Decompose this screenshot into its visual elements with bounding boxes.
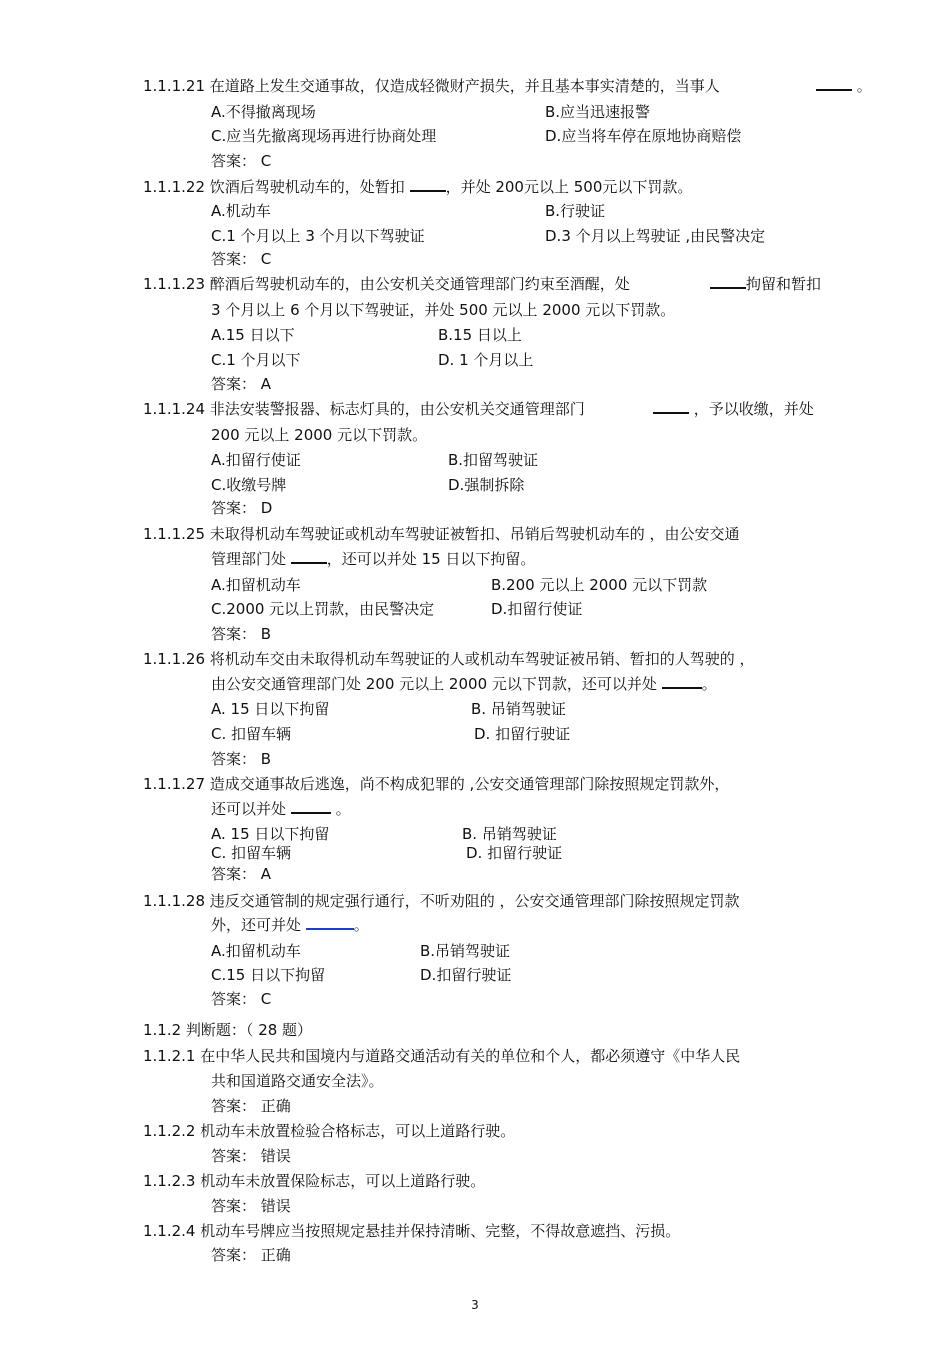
q21-blank: 。 — [816, 77, 872, 95]
q23-option-c: C.1 个月以下 — [211, 351, 301, 369]
q25-stem-line2: 管理部门处 ，还可以并处 15 日以下拘留。 — [211, 550, 536, 568]
q25-option-c: C.2000 元以上罚款，由民警决定 — [211, 600, 435, 618]
q25-option-a: A.扣留机动车 — [211, 576, 301, 594]
q28-answer: 答案： C — [211, 990, 272, 1008]
q27-option-d: D. 扣留行驶证 — [466, 844, 563, 862]
q23-option-b: B.15 日以上 — [438, 326, 522, 344]
q25-option-d: D.扣留行使证 — [491, 600, 583, 618]
q23-option-a: A.15 日以下 — [211, 326, 295, 344]
q24-option-c: C.收缴号牌 — [211, 476, 287, 494]
q22-option-b: B.行驶证 — [545, 202, 606, 220]
q24-option-b: B.扣留驾驶证 — [448, 451, 539, 469]
q26-stem-line2: 由公安交通管理部门处 200 元以上 2000 元以下罚款，还可以并处 。 — [211, 675, 717, 693]
q23-option-d: D. 1 个月以上 — [438, 351, 534, 369]
j4-answer: 答案： 正确 — [211, 1246, 291, 1264]
q23-stem-line2: 3 个月以上 6 个月以下驾驶证，并处 500 元以上 2000 元以下罚款。 — [211, 301, 676, 319]
q27-stem-line2: 还可以并处 。 — [211, 800, 351, 818]
q28-option-b: B.吊销驾驶证 — [420, 942, 511, 960]
q28-stem-line2: 外，还可并处 。 — [211, 916, 369, 934]
q25-option-b: B.200 元以上 2000 元以下罚款 — [491, 576, 708, 594]
j1-stem: 1.1.2.1 在中华人民共和国境内与道路交通活动有关的单位和个人，都必须遵守《中华人民 — [143, 1047, 741, 1065]
q27-stem: 1.1.1.27 造成交通事故后逃逸，尚不构成犯罪的 ,公安交通管理部门除按照规定罚款外， — [143, 775, 730, 793]
q23-answer: 答案： A — [211, 375, 272, 393]
q21-option-b: B.应当迅速报警 — [545, 103, 651, 121]
q26-stem: 1.1.1.26 将机动车交由未取得机动车驾驶证的人或机动车驾驶证被吊销、暂扣的人驾驶的 ， — [143, 650, 755, 668]
j1-answer: 答案： 正确 — [211, 1097, 291, 1115]
q21-option-c: C.应当先撤离现场再进行协商处理 — [211, 127, 437, 145]
j2-answer: 答案： 错误 — [211, 1147, 291, 1165]
q26-option-a: A. 15 日以下拘留 — [211, 700, 330, 718]
q26-option-d: D. 扣留行驶证 — [474, 725, 571, 743]
q21-answer: 答案： C — [211, 152, 272, 170]
q22-stem: 1.1.1.22 饮酒后驾驶机动车的，处暂扣 ，并处 200元以上 500元以下罚款。 — [143, 178, 693, 196]
q27-answer: 答案： A — [211, 865, 272, 883]
q22-option-d: D.3 个月以上驾驶证 ,由民警决定 — [545, 227, 766, 245]
q28-option-d: D.扣留行驶证 — [420, 966, 512, 984]
q28-option-a: A.扣留机动车 — [211, 942, 301, 960]
q23-blank: 拘留和暂扣 — [710, 275, 821, 293]
j2-stem: 1.1.2.2 机动车未放置检验合格标志，可以上道路行驶。 — [143, 1122, 516, 1140]
q27-option-c: C. 扣留车辆 — [211, 844, 292, 862]
q24-stem-line2: 200 元以上 2000 元以下罚款。 — [211, 426, 428, 444]
q22-option-c: C.1 个月以上 3 个月以下驾驶证 — [211, 227, 425, 245]
q27-option-a: A. 15 日以下拘留 — [211, 825, 330, 843]
section-heading: 1.1.2 判断题：（ 28 题） — [143, 1021, 313, 1039]
j3-answer: 答案： 错误 — [211, 1197, 291, 1215]
q24-stem: 1.1.1.24 非法安装警报器、标志灯具的，由公安机关交通管理部门 — [143, 400, 585, 418]
q24-option-d: D.强制拆除 — [448, 476, 525, 494]
j1-stem-line2: 共和国道路交通安全法》。 — [211, 1072, 384, 1090]
q27-option-b: B. 吊销驾驶证 — [462, 825, 557, 843]
q28-stem: 1.1.1.28 违反交通管制的规定强行通行，不听劝阻的 ，公安交通管理部门除按照规定罚款 — [143, 892, 740, 910]
q22-option-a: A.机动车 — [211, 202, 271, 220]
j4-stem: 1.1.2.4 机动车号牌应当按照规定悬挂并保持清晰、完整，不得故意遮挡、污损。 — [143, 1222, 681, 1240]
q21-stem: 1.1.1.21 在道路上发生交通事故，仅造成轻微财产损失，并且基本事实清楚的，当事人 — [143, 77, 720, 95]
q26-answer: 答案： B — [211, 750, 272, 768]
q26-option-b: B. 吊销驾驶证 — [471, 700, 566, 718]
q21-option-d: D.应当将车停在原地协商赔偿 — [545, 127, 742, 145]
q24-blank: ，予以收缴，并处 — [653, 400, 814, 418]
q21-option-a: A.不得撤离现场 — [211, 103, 316, 121]
q22-answer: 答案： C — [211, 250, 272, 268]
q26-option-c: C. 扣留车辆 — [211, 725, 292, 743]
q28-option-c: C.15 日以下拘留 — [211, 966, 326, 984]
q23-stem: 1.1.1.23 醉酒后驾驶机动车的，由公安机关交通管理部门约束至酒醒，处 — [143, 275, 630, 293]
q24-option-a: A.扣留行使证 — [211, 451, 301, 469]
j3-stem: 1.1.2.3 机动车未放置保险标志，可以上道路行驶。 — [143, 1172, 486, 1190]
q25-answer: 答案： B — [211, 625, 272, 643]
page-number: 3 — [471, 1298, 479, 1312]
q24-answer: 答案： D — [211, 499, 273, 517]
q25-stem: 1.1.1.25 未取得机动车驾驶证或机动车驾驶证被暂扣、吊销后驾驶机动车的 ，由公安交通 — [143, 525, 740, 543]
